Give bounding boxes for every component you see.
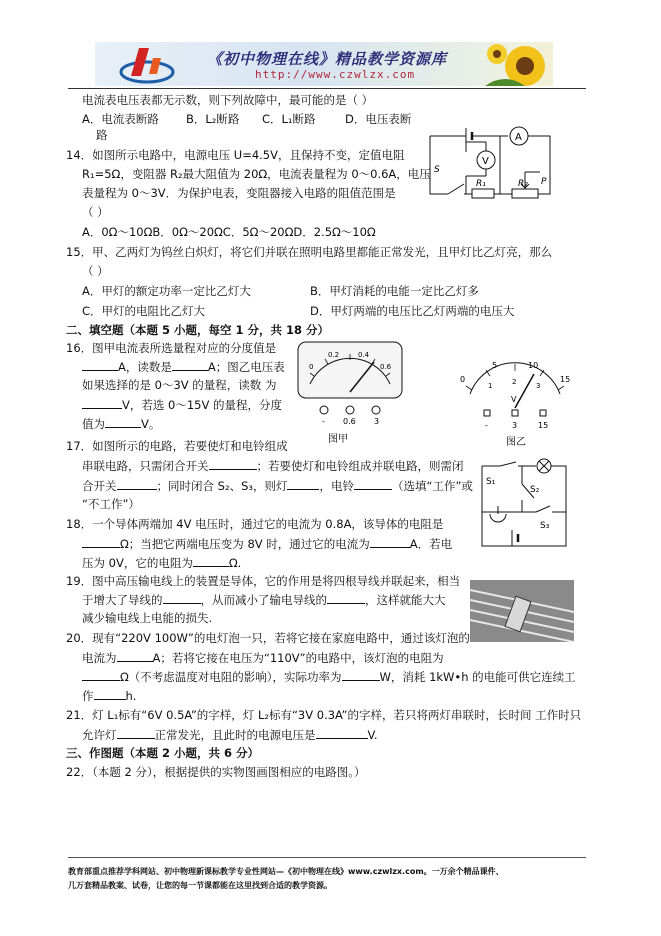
answer-blank[interactable]	[117, 649, 153, 662]
q16-jia-term-3: 3	[374, 417, 380, 426]
q16-yi-tick-10: 10	[528, 361, 539, 370]
q18-line1: 18．一个导体两端加 4V 电压时，通过它的电流为 0.8A，该导体的电阻是	[66, 517, 444, 531]
answer-blank[interactable]	[82, 358, 118, 371]
q18-line2: Ω；当把它两端电压变为 8V 时，通过它的电流为 A．若电	[82, 535, 452, 552]
answer-blank[interactable]	[94, 687, 126, 700]
q21-line2: 允许灯 正常发光，且此时的电源电压是 V.	[82, 728, 378, 742]
section-3-heading: 三、作图题（本题 2 小题，共 6 分）	[66, 746, 260, 760]
answer-blank[interactable]	[342, 668, 380, 681]
answer-blank[interactable]	[370, 535, 410, 548]
footer-rule	[68, 857, 586, 858]
answer-blank[interactable]	[82, 535, 120, 548]
section-2-heading: 二、填空题（本题 5 小题，每空 1 分，共 18 分）	[66, 323, 330, 337]
answer-blank[interactable]	[82, 396, 122, 409]
q16-yi-small-1: 1	[488, 382, 493, 390]
q15-option-c: C．甲灯的电阻比乙灯大	[82, 304, 206, 318]
answer-blank[interactable]	[316, 726, 368, 739]
q16-line3: 如果选择的是 0～3V 的量程，读数 为	[82, 378, 277, 392]
q19-line2: 于增大了导线的 ，从而减小了输电导线的 ，这样就能大大	[82, 593, 446, 607]
q16-yi-term-neg: -	[485, 421, 488, 430]
q14-line3: 表量程为 0～3V．为保护电表，变阻器接入电路的阻值范围是	[82, 186, 396, 200]
q16-jia-term-06: 0.6	[343, 417, 356, 426]
q19-line1: 19．图中高压输电线上的装置是导体，它的作用是将四根导线并联起来，相当	[66, 574, 461, 588]
answer-blank[interactable]	[117, 726, 155, 739]
switch-label: S	[434, 165, 440, 175]
q17-circuit-diagram	[476, 458, 572, 550]
q16-yi-tick-0: 0	[460, 375, 466, 384]
footer-line2: 几万套精品教案、试卷，让您的每一节课都能在这里找到合适的教学资源。	[68, 881, 332, 890]
answer-blank[interactable]	[287, 477, 319, 490]
answer-blank[interactable]	[193, 554, 229, 567]
answer-blank[interactable]	[209, 457, 257, 470]
banner-url[interactable]: http://www.czwlzx.com	[255, 68, 416, 81]
q13-option-a: A．电流表断路	[82, 112, 159, 126]
q16-line2: A，读数是 A；图乙电压表	[82, 358, 285, 375]
q14-options: A．0Ω～10ΩB．0Ω～20ΩC．5Ω～20ΩD．2.5Ω～10Ω	[82, 225, 376, 239]
q16-yi-unit: V	[511, 395, 517, 404]
q14-line4: （ ）	[82, 205, 109, 219]
q16-yi-term-3: 3	[512, 421, 518, 430]
q16-line1: 16．图甲电流表所选量程对应的分度值是	[66, 341, 277, 355]
footer-line1: 教育部重点推荐学科网站、初中物理新课标教学专业性网站—《初中物理在线》www.czwlzx.com。一万余个精品课件、	[68, 867, 504, 876]
q14-line1: 14．如图所示电路中，电源电压 U=4.5V，且保持不变，定值电阻	[66, 148, 405, 162]
answer-blank[interactable]	[327, 591, 365, 604]
q22-text: 22．（本题 2 分），根据提供的实物图画图相应的电路图。）	[66, 765, 366, 779]
q18-line3: 压为 0V，它的电阻为 Ω.	[82, 556, 242, 570]
q19-line3: 减少输电线上电能的损失.	[82, 611, 213, 625]
q13-option-d-cont: 路	[96, 128, 108, 142]
answer-blank[interactable]	[354, 477, 392, 490]
q20-line1: 20．现有“220V 100W”的电灯泡一只，若将它接在家庭电路中，通过该灯泡的	[66, 631, 470, 645]
q16-yi-term-15: 15	[538, 421, 549, 430]
answer-blank[interactable]	[105, 415, 141, 428]
ammeter-label: A	[515, 132, 522, 143]
q16-ammeter-figure	[292, 338, 408, 446]
q16-yi-small-3: 3	[536, 382, 541, 390]
answer-blank[interactable]	[82, 668, 120, 681]
q16-line5: 值为 V。	[82, 417, 161, 431]
q17-line3: 合开关 ；同时闭合 S₂、S₃，则灯 ，电铃 （选填“工作”或	[82, 479, 473, 493]
q19-power-line-photo	[470, 580, 574, 642]
q20-line2: 电流为 A；若将它接在电压为“110V”的电路中，该灯泡的电阻为	[82, 651, 444, 665]
q20-line4: 作 h.	[82, 689, 137, 703]
voltmeter-label: V	[482, 156, 489, 167]
q17-line4: “不工作”）	[82, 497, 140, 511]
q16-voltmeter-figure	[456, 360, 574, 450]
q20-line3: Ω（不考虑温度对电阻的影响），实际功率为 W，消耗 1kW•h 的电能可供它连续工	[82, 668, 576, 685]
q15-line2: （ ）	[82, 264, 109, 278]
q16-yi-small-2: 2	[512, 378, 517, 386]
q13-text: 电流表电压表都无示数，则下列故障中，最可能的是（ ）	[82, 93, 374, 107]
r1-label: R₁	[476, 179, 486, 189]
q13-option-c: C．L₁断路	[262, 112, 316, 126]
q16-jia-tick-0: 0	[309, 363, 314, 371]
answer-blank[interactable]	[117, 477, 157, 490]
sunflower-icon	[485, 42, 553, 86]
q16-fig-jia-caption: 图甲	[328, 434, 348, 445]
q16-jia-tick-3: 0.6	[380, 363, 392, 371]
q17-line2: 串联电路，只需闭合开关 ；若要使灯和电铃组成并联电路，则需闭	[82, 459, 464, 473]
r2-label: R₂	[518, 179, 528, 189]
logo-icon	[117, 44, 177, 86]
q17-line1: 17．如图所示的电路，若要使灯和电铃组成	[66, 439, 288, 453]
header-rule	[68, 88, 586, 89]
q16-yi-tick-5: 5	[492, 361, 498, 370]
q16-jia-tick-1: 0.2	[328, 351, 340, 359]
slider-p-label: P	[541, 177, 547, 187]
q14-line2: R₁=5Ω，变阻器 R₂最大阻值为 20Ω，电流表量程为 0～0.6A，电压	[82, 167, 431, 181]
s3-label: S₃	[540, 521, 550, 531]
q16-jia-tick-2: 0.4	[358, 351, 370, 359]
q14-circuit-diagram	[420, 122, 560, 202]
q21-line1: 21．灯 L₁标有“6V 0.5A”的字样，灯 L₂标有“3V 0.3A”的字样，若只将两灯串联时，长时间 工作时只	[66, 708, 582, 722]
q15-option-b: B．甲灯消耗的电能一定比乙灯多	[310, 284, 479, 298]
s1-label: S₁	[486, 477, 496, 487]
q13-option-b: B．L₂断路	[186, 112, 240, 126]
q16-line4: V，若选 0～15V 的量程，分度	[82, 396, 282, 413]
answer-blank[interactable]	[172, 358, 208, 371]
q16-jia-term-neg: -	[322, 417, 325, 426]
q15-option-a: A．甲灯的额定功率一定比乙灯大	[82, 284, 251, 298]
q15-line1: 15．甲、乙两灯为钨丝白炽灯，将它们并联在照明电路里都能正常发光，且甲灯比乙灯亮，那么	[66, 245, 553, 259]
q16-fig-yi-caption: 图乙	[506, 437, 526, 448]
banner-title: 《初中物理在线》精品教学资源库	[207, 50, 448, 68]
header-banner	[95, 42, 553, 86]
q13-option-d: D．电压表断	[345, 112, 412, 126]
s2-label: S₂	[530, 485, 540, 495]
q15-option-d: D．甲灯两端的电压比乙灯两端的电压大	[310, 304, 515, 318]
q16-yi-tick-15: 15	[560, 375, 571, 384]
answer-blank[interactable]	[163, 591, 201, 604]
